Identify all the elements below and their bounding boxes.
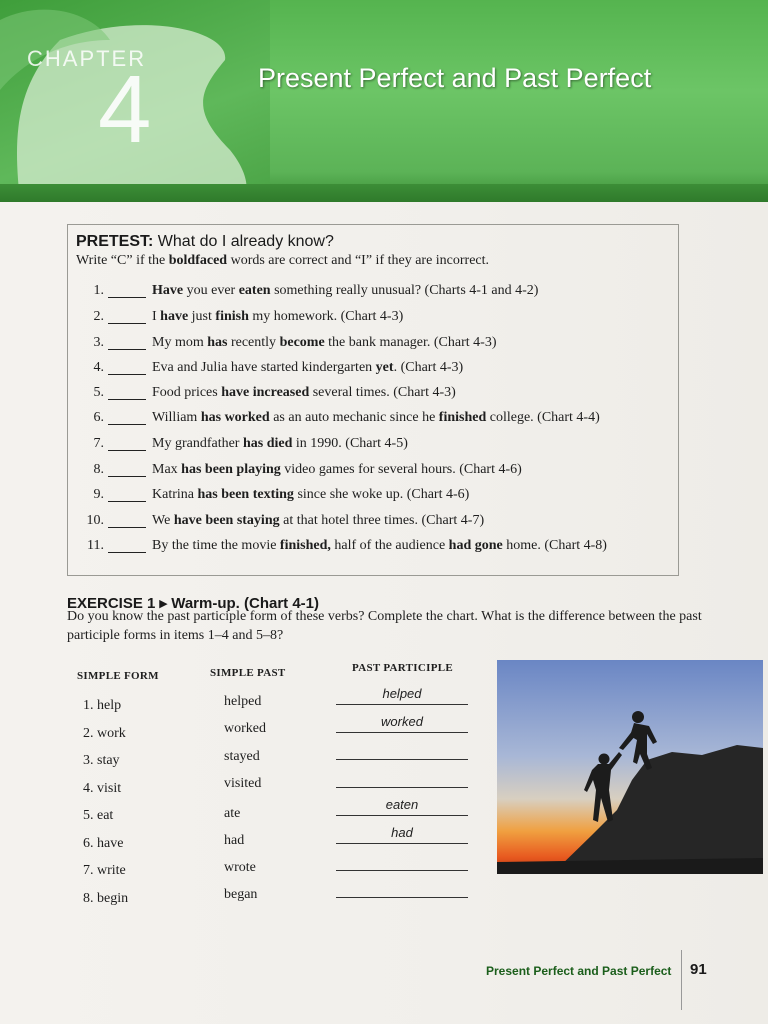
sentence-text: Max (152, 462, 182, 477)
simple-form-cell: 4. visit (83, 781, 122, 796)
header-past-participle: PAST PARTICIPLE (352, 662, 453, 674)
item-number: 2. (93, 309, 104, 324)
sentence-text: Eva and Julia have started kindergarten (152, 360, 376, 375)
sentence-text: William (152, 410, 201, 425)
simple-form-cell: 1. help (83, 698, 122, 713)
pretest-item (76, 309, 676, 329)
item-sentence (152, 283, 538, 299)
simple-past-cell: ate (224, 806, 241, 821)
sentence-text: home. (Chart 4-8) (502, 538, 607, 553)
simple-past-cell: stayed (224, 749, 260, 764)
page-number: 91 (690, 961, 707, 978)
item-number: 8. (93, 462, 104, 477)
sentence-text: recently (227, 335, 280, 350)
sentence-text: college. (Chart 4-4) (486, 410, 600, 425)
sentence-text: We (152, 513, 174, 528)
sentence-text: since she woke up. (Chart 4-6) (293, 487, 470, 502)
boldfaced-words: have (160, 309, 189, 324)
item-sentence (152, 462, 522, 478)
pretest-box (67, 224, 679, 576)
simple-past-cell: worked (224, 721, 266, 736)
simple-form-cell: 2. work (83, 726, 126, 741)
boldfaced-words: has died (242, 436, 293, 451)
pretest-item (76, 410, 676, 430)
banner-bottom-strip (0, 184, 768, 202)
item-sentence (152, 360, 463, 376)
boldfaced-words: has been playing (181, 462, 281, 477)
sentence-text: Food prices (152, 385, 222, 400)
simple-past-cell: began (224, 887, 258, 902)
item-sentence (152, 335, 496, 351)
answer-blank[interactable] (108, 476, 146, 477)
sentence-text: you ever (183, 283, 239, 298)
simple-past-cell: had (224, 833, 245, 848)
boldfaced-words: boldfaced (168, 253, 228, 268)
past-participle-blank[interactable] (336, 769, 468, 788)
past-participle-blank[interactable] (336, 741, 468, 760)
item-sentence (152, 436, 408, 452)
simple-form-cell: 7. write (83, 863, 126, 878)
pretest-instruction (76, 253, 489, 269)
past-participle-blank[interactable] (336, 879, 468, 898)
exercise-instruction (67, 607, 707, 645)
item-sentence (152, 513, 484, 529)
boldfaced-words: has (207, 335, 228, 350)
past-participle-blank[interactable]: worked (336, 714, 468, 733)
sentence-text: I (152, 309, 161, 324)
past-participle-blank[interactable]: eaten (336, 797, 468, 816)
sentence-text: several times. (Chart 4-3) (309, 385, 456, 400)
item-number: 3. (93, 335, 104, 350)
simple-form-cell: 8. begin (83, 891, 129, 906)
pretest-title (76, 233, 334, 251)
simple-form-cell: 5. eat (83, 808, 114, 823)
boldfaced-words: eaten (238, 283, 271, 298)
item-sentence (152, 385, 456, 401)
sentence-text: as an auto mechanic since he (269, 410, 439, 425)
footer-divider (681, 950, 682, 1010)
simple-past-cell: visited (224, 776, 262, 791)
sentence-text: words are correct and “I” if they are incorrect. (227, 253, 490, 268)
item-sentence (152, 538, 607, 554)
pretest-item (76, 385, 676, 405)
pretest-item (76, 513, 676, 533)
item-sentence (152, 309, 403, 325)
pretest-item (76, 462, 676, 482)
past-participle-blank[interactable] (336, 852, 468, 871)
sentence-text: video games for several hours. (Chart 4-6) (280, 462, 522, 477)
boldfaced-words: Have (152, 283, 184, 298)
chapter-title: Present Perfect and Past Perfect (258, 63, 652, 93)
item-number: 9. (93, 487, 104, 502)
sentence-text: the bank manager. (Chart 4-3) (324, 335, 497, 350)
boldfaced-words: have been staying (173, 513, 280, 528)
answer-blank[interactable] (108, 424, 146, 425)
past-participle-blank[interactable]: had (336, 825, 468, 844)
item-number: 7. (93, 436, 104, 451)
sentence-text: my homework. (Chart 4-3) (248, 309, 404, 324)
header-simple-form: SIMPLE FORM (77, 670, 159, 682)
item-number: 6. (93, 410, 104, 425)
pretest-label: PRETEST: (76, 233, 154, 250)
chapter-number: 4 (98, 56, 152, 163)
answer-blank[interactable] (108, 552, 146, 553)
pretest-item (76, 283, 676, 303)
answer-blank[interactable] (108, 323, 146, 324)
item-number: 1. (93, 283, 104, 298)
simple-form-cell: 3. stay (83, 753, 120, 768)
chapter-banner (0, 0, 768, 202)
item-sentence (152, 487, 469, 503)
pretest-item (76, 538, 676, 558)
pretest-item (76, 335, 676, 355)
answer-blank[interactable] (108, 450, 146, 451)
boldfaced-words: has worked (200, 410, 270, 425)
pretest-question: What do I already know? (153, 233, 334, 250)
boldfaced-words: have increased (221, 385, 310, 400)
simple-past-cell: helped (224, 694, 262, 709)
boldfaced-words: had gone (448, 538, 503, 553)
item-number: 4. (93, 360, 104, 375)
footer-chapter-title: Present Perfect and Past Perfect (486, 964, 672, 978)
answer-blank[interactable] (108, 374, 146, 375)
sunset-climbers-image (497, 660, 763, 874)
climbers-photo (497, 660, 763, 874)
answer-blank[interactable] (108, 349, 146, 350)
simple-form-cell: 6. have (83, 836, 124, 851)
pretest-item (76, 436, 676, 456)
pretest-item (76, 487, 676, 507)
boldfaced-words: finish (215, 309, 249, 324)
sentence-text: in 1990. (Chart 4-5) (292, 436, 408, 451)
simple-past-cell: wrote (224, 860, 256, 875)
sentence-text: My mom (152, 335, 208, 350)
chapter-label: CHAPTER (27, 46, 147, 71)
header-simple-past: SIMPLE PAST (210, 667, 286, 679)
pretest-item (76, 360, 676, 380)
exercise-instruction-text: Do you know the past participle form of these verbs? Complete the chart. What is the difference between the past participle forms in items 1–4 and 5–8? (67, 609, 702, 643)
sentence-text: . (Chart 4-3) (393, 360, 464, 375)
sentence-text: My grandfather (152, 436, 243, 451)
sentence-text: Write “C” if the (76, 253, 169, 268)
sentence-text: just (188, 309, 216, 324)
boldfaced-words: finished, (279, 538, 331, 553)
past-participle-blank[interactable]: helped (336, 686, 468, 705)
answer-blank[interactable] (108, 297, 146, 298)
item-number: 5. (93, 385, 104, 400)
answer-blank[interactable] (108, 501, 146, 502)
answer-blank[interactable] (108, 399, 146, 400)
item-sentence (152, 410, 600, 426)
boldfaced-words: yet (375, 360, 394, 375)
item-number: 10. (86, 513, 104, 528)
sentence-text: half of the audience (330, 538, 449, 553)
sentence-text: Katrina (152, 487, 198, 502)
sentence-text: By the time the movie (152, 538, 280, 553)
sentence-text: something really unusual? (Charts 4-1 and 4-2) (270, 283, 539, 298)
boldfaced-words: finished (438, 410, 487, 425)
item-number: 11. (87, 538, 104, 553)
answer-blank[interactable] (108, 527, 146, 528)
sentence-text: at that hotel three times. (Chart 4-7) (279, 513, 485, 528)
boldfaced-words: become (279, 335, 325, 350)
exercise-title: EXERCISE 1 ▸ Warm-up. (Chart 4-1) (67, 595, 320, 612)
boldfaced-words: has been texting (197, 487, 294, 502)
